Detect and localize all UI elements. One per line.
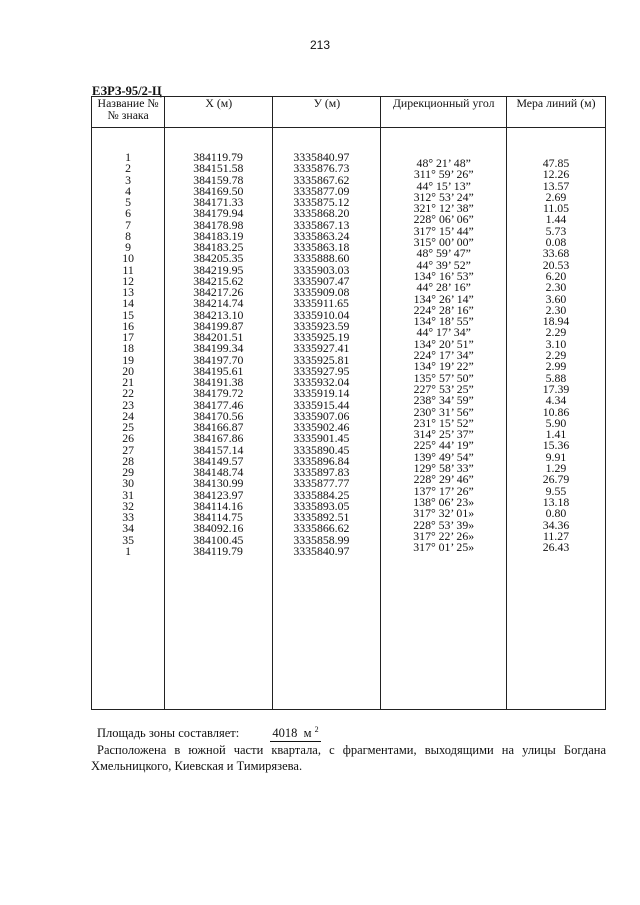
- y-coordinate: 3335902.46: [293, 420, 350, 434]
- x-coordinate: 384199.34: [193, 341, 244, 356]
- point-number: 26: [122, 431, 135, 446]
- direction-angle: 44° 28’ 16”: [416, 280, 471, 295]
- line-length: 11.05: [542, 201, 570, 216]
- x-coordinate: 384159.78: [193, 172, 244, 187]
- line-length: 34.36: [542, 517, 570, 532]
- direction-angle: 238° 34’ 59”: [413, 393, 474, 408]
- line-length: 9.55: [545, 483, 567, 498]
- point-number: 3: [125, 172, 132, 187]
- point-number: 6: [125, 206, 132, 221]
- x-coordinate: 384169.50: [193, 183, 244, 198]
- footer-area: [91, 722, 606, 774]
- line-length: 20.53: [542, 257, 570, 272]
- point-number: 31: [122, 487, 135, 502]
- x-coordinate: 384179.72: [193, 386, 244, 401]
- y-coordinate: 3335866.62: [293, 521, 350, 536]
- line-length: 47.85: [542, 156, 570, 170]
- point-number: 11: [122, 262, 134, 277]
- x-coordinate: 384157.14: [193, 442, 244, 457]
- y-coordinate: 3335897.83: [293, 465, 350, 479]
- y-coordinate: 3335867.13: [293, 217, 350, 232]
- direction-angle: 44° 39’ 52”: [416, 257, 471, 272]
- point-number: 21: [122, 375, 135, 389]
- x-coordinate: 384177.46: [193, 397, 244, 412]
- line-length: 26.43: [542, 540, 570, 555]
- table-body-row: [92, 128, 606, 710]
- x-coordinate: 384171.33: [193, 195, 244, 209]
- coordinates-table: [91, 96, 606, 710]
- direction-angle: 44° 17’ 34”: [416, 325, 471, 340]
- page-number: 213: [309, 38, 331, 52]
- point-number: 27: [122, 442, 135, 457]
- point-number: 14: [122, 296, 135, 311]
- direction-angle: 224° 28’ 16”: [413, 302, 474, 317]
- x-coordinate: 384114.75: [193, 510, 243, 524]
- x-coordinate: 384148.74: [193, 465, 244, 479]
- direction-angle: 138° 06’ 23»: [413, 494, 475, 509]
- header-line-length: Мера линий (м): [506, 97, 605, 128]
- direction-angle: 315° 00’ 00”: [413, 235, 474, 250]
- line-length: 5.88: [545, 370, 567, 385]
- x-coordinate: 384179.94: [193, 206, 244, 221]
- x-coordinate: 384214.74: [193, 296, 244, 311]
- zone-code: ЕЗРЗ-95/2-Ц: [92, 84, 162, 98]
- point-number: 9: [125, 240, 132, 254]
- direction-angle: 44° 15’ 13”: [416, 178, 471, 193]
- x-coordinate: 384195.61: [193, 363, 244, 378]
- line-length: 13.57: [542, 178, 570, 193]
- direction-angle: 129° 58’ 33”: [413, 461, 474, 476]
- x-coordinate: 384191.38: [193, 375, 244, 389]
- x-coordinate: 384217.26: [193, 285, 244, 299]
- area-value: [270, 722, 320, 742]
- point-number: 35: [122, 532, 135, 547]
- table-header-row: [92, 97, 606, 128]
- x-coordinate: 384166.87: [193, 420, 244, 434]
- line-length: 3.60: [545, 291, 567, 306]
- x-coordinate: 384149.57: [193, 453, 244, 468]
- line-length: 10.86: [542, 404, 570, 419]
- direction-angle: 224° 17’ 34”: [413, 348, 474, 363]
- point-number: 22: [122, 386, 135, 401]
- direction-angle: 314° 25’ 37”: [413, 427, 474, 442]
- direction-angle-cell: [381, 128, 507, 710]
- line-length: 11.27: [542, 528, 570, 543]
- header-y: У (м): [273, 97, 381, 128]
- line-length: 15.36: [542, 438, 570, 453]
- point-number: 13: [122, 285, 135, 299]
- y-coordinate: 3335868.20: [293, 206, 350, 221]
- line-length: 0.80: [545, 506, 567, 521]
- x-coordinate: 384119.79: [193, 150, 243, 164]
- point-number: 12: [122, 273, 135, 288]
- point-number: 18: [122, 341, 135, 356]
- area-unit-power: 2: [314, 725, 319, 734]
- point-number: 25: [122, 420, 135, 434]
- direction-angle: 228° 29’ 46”: [413, 472, 474, 487]
- direction-angle: 134° 26’ 14”: [413, 291, 474, 306]
- x-coordinate: 384219.95: [193, 262, 244, 277]
- y-coordinate: 3335896.84: [293, 453, 350, 468]
- x-coordinate: 384183.19: [193, 228, 244, 243]
- x-coordinate: 384205.35: [193, 251, 244, 266]
- point-number: 4: [125, 183, 132, 198]
- x-coordinate: 384178.98: [193, 217, 244, 232]
- direction-angle: 139° 49’ 54”: [413, 449, 474, 464]
- line-length: 5.90: [545, 415, 567, 430]
- line-length: 6.20: [545, 268, 567, 283]
- y-coordinate: 3335863.24: [293, 228, 350, 243]
- y-coordinate: 3335858.99: [293, 532, 350, 547]
- line-length: 2.30: [545, 280, 567, 295]
- direction-angle: 317° 01’ 25»: [413, 540, 475, 555]
- line-length: 33.68: [542, 246, 570, 261]
- y-coordinate-cell: [273, 128, 381, 710]
- point-number: 17: [122, 330, 135, 344]
- point-number: 24: [122, 408, 135, 423]
- y-coordinate: 3335923.59: [293, 318, 350, 333]
- direction-angle: 317° 15’ 44”: [413, 223, 474, 238]
- direction-angle: 48° 59’ 47”: [416, 246, 471, 261]
- direction-angle: 134° 19’ 22”: [413, 359, 474, 374]
- direction-angle: 227° 53’ 25”: [413, 381, 474, 396]
- y-coordinate: 3335888.60: [293, 251, 350, 266]
- direction-angle: 228° 06’ 06”: [413, 212, 474, 227]
- y-coordinate: 3335890.45: [293, 442, 350, 457]
- x-coordinate: 384130.99: [193, 476, 244, 491]
- point-number: 32: [122, 498, 135, 513]
- point-number: 19: [122, 352, 135, 367]
- y-coordinate: 3335876.73: [293, 161, 350, 176]
- header-point-number: Название №№ знака: [92, 97, 165, 128]
- y-coordinate: 3335927.95: [293, 363, 350, 378]
- line-length: 5.73: [545, 223, 567, 238]
- area-number: 4018: [272, 726, 298, 741]
- line-length: 18.94: [542, 314, 570, 329]
- y-coordinate: 3335915.44: [293, 397, 350, 412]
- header-x: X (м): [165, 97, 273, 128]
- y-coordinate: 3335840.97: [293, 543, 350, 558]
- x-coordinate: 384201.51: [193, 330, 244, 344]
- direction-angle: 317° 22’ 26»: [413, 528, 475, 543]
- y-coordinate: 3335893.05: [293, 498, 350, 513]
- x-coordinate: 384151.58: [193, 161, 244, 176]
- direction-angle: 317° 32’ 01»: [413, 506, 475, 521]
- direction-angle: 135° 57’ 50”: [413, 370, 474, 385]
- y-coordinate: 3335907.06: [293, 408, 350, 423]
- direction-angle: 225° 44’ 19”: [413, 438, 474, 453]
- x-coordinate: 384215.62: [193, 273, 244, 288]
- point-number: 5: [125, 195, 132, 209]
- direction-angle: 230° 31’ 56”: [413, 404, 474, 419]
- direction-angle: 134° 16’ 53”: [413, 268, 474, 283]
- line-length: 2.30: [545, 302, 567, 317]
- direction-angle: 228° 53’ 39»: [413, 517, 475, 532]
- direction-angle: 48° 21’ 48”: [416, 156, 471, 170]
- line-length: 0.08: [545, 235, 567, 250]
- point-number: 16: [122, 318, 135, 333]
- area-unit: м: [303, 726, 312, 741]
- area-line: [91, 722, 606, 742]
- x-coordinate: 384183.25: [193, 240, 244, 254]
- y-coordinate: 3335909.08: [293, 285, 350, 299]
- point-number: 8: [125, 228, 132, 243]
- y-coordinate: 3335903.03: [293, 262, 350, 277]
- line-length: 12.26: [542, 167, 570, 182]
- area-label: Площадь зоны составляет:: [97, 726, 240, 741]
- direction-angle: 311° 59’ 26”: [413, 167, 474, 182]
- line-length: 1.29: [545, 461, 567, 476]
- y-coordinate: 3335863.18: [293, 240, 350, 254]
- y-coordinate: 3335925.81: [293, 352, 350, 367]
- line-length: 3.10: [545, 336, 567, 351]
- y-coordinate: 3335840.97: [293, 150, 350, 164]
- line-length: 9.91: [545, 449, 567, 464]
- point-number: 1: [125, 543, 132, 558]
- x-coordinate: 384213.10: [193, 307, 244, 322]
- direction-angle: 137° 17’ 26”: [413, 483, 474, 498]
- direction-angle: 312° 53’ 24”: [413, 189, 474, 204]
- y-coordinate: 3335867.62: [293, 172, 350, 187]
- y-coordinate: 3335907.47: [293, 273, 350, 288]
- point-number: 20: [122, 363, 135, 378]
- y-coordinate: 3335925.19: [293, 330, 350, 344]
- point-number: 1: [125, 150, 132, 164]
- point-number: 29: [122, 465, 135, 479]
- line-length: 2.69: [545, 189, 567, 204]
- x-coordinate: 384199.87: [193, 318, 244, 333]
- x-coordinate: 384170.56: [193, 408, 244, 423]
- y-coordinate: 3335884.25: [293, 487, 350, 502]
- line-length: 2.29: [545, 348, 567, 363]
- point-number: 23: [122, 397, 135, 412]
- line-length: 2.99: [545, 359, 567, 374]
- point-number: 30: [122, 476, 135, 491]
- line-length-cell: [506, 128, 605, 710]
- line-length: 1.41: [545, 427, 567, 442]
- y-coordinate: 3335892.51: [293, 510, 350, 524]
- x-coordinate: 384167.86: [193, 431, 244, 446]
- point-number: 34: [122, 521, 135, 536]
- y-coordinate: 3335877.09: [293, 183, 350, 198]
- location-description: Расположена в южной части квартала, с фрагментами, выходящими на улицы Богдана Хмельницкого, Киевская и Тимирязева.: [91, 743, 606, 774]
- x-coordinate-cell: [165, 128, 273, 710]
- point-number: 28: [122, 453, 135, 468]
- y-coordinate: 3335901.45: [293, 431, 350, 446]
- point-number: 15: [122, 307, 135, 322]
- point-number: 10: [122, 251, 135, 266]
- direction-angle: 134° 18’ 55”: [413, 314, 474, 329]
- x-coordinate: 384197.70: [193, 352, 244, 367]
- direction-angle: 134° 20’ 51”: [413, 336, 474, 351]
- line-length: 2.29: [545, 325, 567, 340]
- y-coordinate: 3335911.65: [293, 296, 349, 311]
- header-direction-angle: Дирекционный угол: [381, 97, 507, 128]
- point-number: 7: [125, 217, 132, 232]
- y-coordinate: 3335910.04: [293, 307, 350, 322]
- y-coordinate: 3335877.77: [293, 476, 350, 491]
- point-number: 33: [122, 510, 135, 524]
- x-coordinate: 384100.45: [193, 532, 244, 547]
- line-length: 26.79: [542, 472, 570, 487]
- x-coordinate: 384123.97: [193, 487, 244, 502]
- y-coordinate: 3335919.14: [293, 386, 350, 401]
- x-coordinate: 384114.16: [193, 498, 243, 513]
- direction-angle: 321° 12’ 38”: [413, 201, 474, 216]
- line-length: 4.34: [545, 393, 567, 408]
- direction-angle: 231° 15’ 52”: [413, 415, 474, 430]
- line-length: 1.44: [545, 212, 567, 227]
- y-coordinate: 3335932.04: [293, 375, 350, 389]
- y-coordinate: 3335927.41: [293, 341, 350, 356]
- line-length: 13.18: [542, 494, 570, 509]
- y-coordinate: 3335875.12: [293, 195, 350, 209]
- x-coordinate: 384092.16: [193, 521, 244, 536]
- x-coordinate: 384119.79: [193, 543, 243, 558]
- line-length: 17.39: [542, 381, 570, 396]
- point-number: 2: [125, 161, 132, 176]
- point-number-cell: [92, 128, 165, 710]
